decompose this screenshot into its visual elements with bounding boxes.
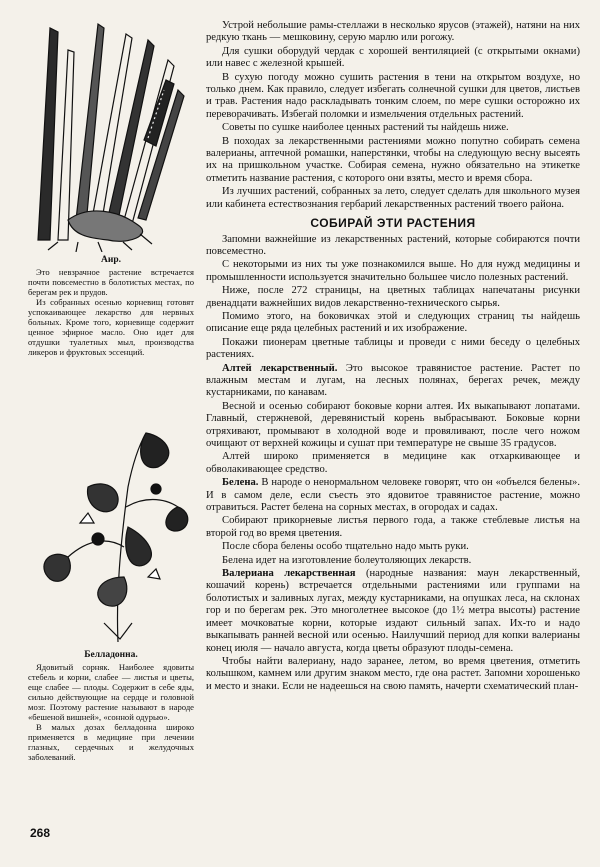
calamus-caption-line-2: Из собранных осенью корневищ готовят успокаивающее лекарство для нервных больных. Кроме того, корневище содержит ценное эфирное масло. Оно идет для отдушки туалетных мыл, производства ликеров и фруктовых эссенций. — [28, 297, 194, 357]
section-heading: СОБИРАЙ ЭТИ РАСТЕНИЯ — [310, 216, 476, 231]
paragraph-belena-use: Белена идет на изготовление болеутоляющих лекарств. — [222, 554, 472, 566]
paragraph-althaea-use: Алтей широко применяется в медицине как отхаркивающее и обволакивающее средство. — [206, 451, 580, 475]
paragraph-belena — [206, 477, 580, 514]
paragraph-seeds: В походах за лекарственными растениями можно попутно собирать семена валерианы, аптечной ромашки, наперстянки, чтобы на следующую весну высеять их на пришкольном участке. Собирая семена, нужно обязательно на этикетке отметить название растения, с которого они взяты, место и время сбора. — [206, 135, 580, 184]
paragraph-tips: Советы по сушке наиболее ценных растений ты найдешь ниже. — [222, 122, 509, 134]
belladonna-caption-line-1: Ядовитый сорняк. Наиболее ядовиты стебель и корни, слабее — листья и цветы, еще слабее — плоды. Содержит в себе яды, сильно действующие на сердце и головной мозг. Поэтому растение называют в народе «бешеной вишней», «сонной одурью». — [28, 662, 194, 722]
calamus-caption — [28, 267, 194, 357]
paragraph-racks: Устрой небольшие рамы-стеллажи в несколько ярусов (этажей), натяни на них редкую ткань — мешковину, серую марлю или рогожу. — [206, 20, 580, 44]
paragraph-althaea — [206, 363, 580, 400]
term-valerian: Валериана лекарственная — [222, 568, 356, 580]
paragraph-attic: Для сушки оборудуй чердак с хорошей вентиляцией (с открытыми окнами) или навес с железной крышей. — [206, 45, 580, 70]
paragraph-valerian — [206, 568, 580, 655]
belladonna-illustration — [28, 427, 194, 647]
text-althaea: Это высокое травянистое растение. Растет по влажным местам и лугам, на лесных полянах, берегах речек, между кустарниками, по канавам. — [206, 362, 580, 399]
belladonna-caption-line-2: В малых дозах белладонна широко применяется в медицине при лечении глазных, сердечных и желудочных заболеваний. — [28, 722, 194, 762]
paragraph-herbarium: Из лучших растений, собранных за лето, следует сделать для школьного музея или кабинета естествознания гербарий лекарственных растений твоего района. — [206, 186, 580, 210]
calamus-illustration — [28, 20, 194, 252]
paragraph-althaea-harvest: Весной и осенью собирают боковые корни алтея. Их выкапывают лопатами. Главный, стержневой, деревянистый корень выбрасывают. Боковые корни отряхивают, промывают в холодной воде и провяливают, после чего ножом очищают от верхней кожицы и сушат при температуре не свыше 35 градусов. — [206, 400, 580, 449]
paragraph-remember: Запомни важнейшие из лекарственных растений, которые собираются почти повсеместно. — [206, 233, 580, 257]
calamus-caption-title: Аир. — [101, 255, 121, 265]
text-belena: В народе о ненормальном человеке говорят, что он «объелся белены». И в самом деле, если съесть это ядовитое травянистое растение, можно отравиться. Растет белена на сорных местах, в огородах и садах. — [206, 477, 580, 514]
left-sidebar-column — [28, 20, 194, 855]
term-althaea: Алтей лекарственный. — [222, 362, 338, 374]
belladonna-caption-title: Белладонна. — [84, 650, 138, 660]
text-valerian: (народные названия: маун лекарственный, кошачий корень) встречается отдельными растениями или группами на болотистых и заливных лугах, между кустарниками, на опушках леса, на склонах гор и по берегам рек. Это многолетнее высокое (до 1½ метра высоты) растение имеет мочковатые корни, которые издают сильный запах. Их-то и надо выкапывать ранней весной или осенью. Наилучший период для копки валерианы конец июля — начало августа, когда цветы образуют плоды-семена. — [206, 568, 580, 654]
paragraph-belena-wash: После сбора белены особо тщательно надо мыть руки. — [222, 541, 469, 553]
paragraph-tables: Ниже, после 272 страницы, на цветных таблицах напечатаны рисунки двенадцати важнейших видов лекарственно-технического сырья. — [206, 285, 580, 309]
paragraph-pioneers: Покажи пионерам цветные таблицы и проведи с ними беседу о целебных растениях. — [206, 336, 580, 361]
paragraph-valerian-find: Чтобы найти валериану, надо заранее, летом, во время цветения, отметить колышком, камнем или другим знаком место, где она растет. Запомни хорошенько и место и знаки. Если не надеешься на свою память, начерти схематический план- — [206, 655, 580, 692]
term-belena: Белена. — [222, 477, 259, 489]
main-text-column — [206, 20, 580, 855]
calamus-caption-line-1: Это невзрачное растение встречается почти повсеместно в болотистых местах, по берегам рек и прудов. — [28, 267, 194, 297]
paragraph-sidebars: Помимо этого, на боковичках этой и следующих страниц ты найдешь описание еще ряда целебных растений и их изображение. — [206, 310, 580, 335]
belladonna-caption — [28, 662, 194, 762]
paragraph-belena-leaves: Собирают прикорневые листья первого года, а также стеблевые листья на второй год во время цветения. — [206, 515, 580, 539]
paragraph-drying: В сухую погоду можно сушить растения в тени на открытом воздухе, но только днем. Как правило, следует избегать солнечной сушки для цветов, листьев и трав. Растения надо раскладывать тонким слоем, по мере сушки осторожно их переворачивать. Избегай поломки и измельчения отдельных растений. — [206, 71, 580, 120]
page-number: 268 — [30, 826, 51, 840]
paragraph-known: С некоторыми из них ты уже познакомился выше. Но для нужд медицины и промышленности используется значительно большее число полезных растений. — [206, 259, 580, 283]
